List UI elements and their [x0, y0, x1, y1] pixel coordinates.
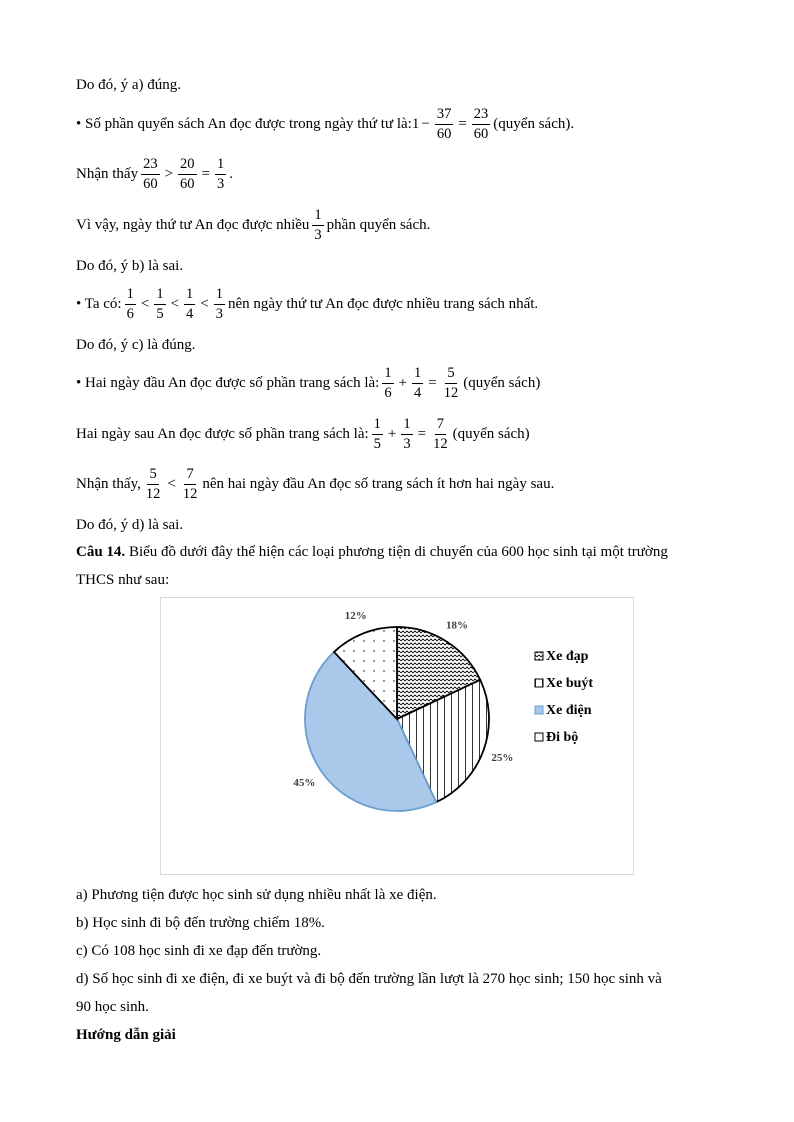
pie-label-di-bo: 12%: [344, 609, 367, 622]
pie-label-xe-dap: 18%: [446, 619, 468, 632]
text-line: [76, 203, 430, 247]
text-line: [76, 361, 540, 405]
fraction: $\frac{5}{12}$: [443, 364, 459, 401]
text-line: [76, 462, 554, 506]
pie-label-xe-buyt: 25%: [491, 751, 514, 764]
text: học sinh; 150 học sinh và: [505, 971, 662, 987]
fraction: $\frac{5}{12}$: [145, 465, 161, 502]
fraction: $\frac{20}{60}$: [180, 155, 195, 192]
fraction: $\frac{7}{12}$: [182, 465, 198, 502]
option-b: b) Học sinh đi bộ đến trường chiếm 18%.: [76, 915, 325, 931]
text: .: [229, 166, 234, 182]
fraction: $\frac{1}{3}$: [314, 206, 322, 243]
fraction: $\frac{1}{4}$: [186, 285, 194, 322]
fraction: $\frac{1}{4}$: [414, 364, 422, 401]
fraction: $\frac{1}{6}$: [384, 364, 392, 401]
legend-label-xe-dien: Xe điện: [546, 703, 592, 718]
fraction: $\frac{23}{60}$: [143, 155, 158, 192]
text: (quyển sách).: [493, 116, 575, 132]
fraction: $\frac{1}{5}$: [373, 415, 381, 452]
fraction: $\frac{1}{6}$: [126, 285, 134, 322]
operator: <: [167, 476, 176, 492]
operator: −: [421, 116, 430, 132]
legend-label-di-bo: Đi bộ: [546, 730, 579, 745]
text-line: THCS như sau:: [76, 572, 170, 588]
text-line: Do đó, ý c) là đúng.: [76, 337, 196, 353]
text-line: [76, 102, 574, 146]
text: (quyển sách): [463, 375, 541, 391]
text: d) Số học sinh đi xe điện, đi xe buýt và đi bộ đến trường lần lượt là: [76, 971, 483, 987]
text: Hai ngày sau An đọc được số phần trang sách là:: [76, 426, 369, 442]
fraction: $\frac{7}{12}$: [433, 415, 448, 452]
operator: >: [164, 166, 174, 182]
option-a: a) Phương tiện được học sinh sử dụng nhiều nhất là xe điện.: [76, 887, 437, 903]
text: Biểu đồ dưới đây thể hiện các loại phương tiện di chuyển của: [125, 544, 502, 560]
operator: +: [387, 426, 397, 442]
text-line: Do đó, ý b) là sai.: [76, 258, 184, 274]
text: học sinh tại một trường: [523, 544, 668, 560]
operator: =: [417, 426, 427, 442]
text-line: [76, 282, 538, 326]
text: nên hai ngày đầu An đọc số trang sách ít hơn hai ngày sau.: [202, 476, 555, 492]
pie-chart: [161, 598, 633, 874]
fraction: $\frac{1}{3}$: [215, 285, 223, 322]
pie-chart-frame: [160, 597, 634, 875]
legend-label-xe-dap: Xe đạp: [546, 649, 589, 664]
number: 600: [501, 544, 524, 560]
text: • Hai ngày đầu An đọc được số phần trang sách là:: [76, 375, 380, 391]
option-d-continued: [76, 997, 149, 1017]
number: 270: [482, 971, 506, 987]
question-heading: [76, 542, 668, 562]
text-line: Do đó, ý a) đúng.: [76, 77, 181, 93]
legend-label-xe-buyt: Xe buýt: [546, 676, 594, 691]
question-label: Câu 14.: [76, 544, 126, 560]
operator: <: [140, 296, 150, 312]
text: học sinh.: [91, 999, 149, 1015]
solution-heading: Hướng dẫn giải: [76, 1027, 176, 1043]
text: nên ngày thứ tư An đọc được nhiều trang sách nhất.: [228, 296, 539, 312]
operator: +: [398, 375, 408, 391]
text: Vì vậy, ngày thứ tư An đọc được nhiều: [76, 217, 310, 233]
text: Nhận thấy: [76, 166, 139, 182]
operator: =: [201, 166, 211, 182]
legend-swatch-xe-dien: [535, 706, 543, 714]
text: • Ta có:: [76, 296, 122, 312]
text: phần quyển sách.: [326, 217, 431, 233]
pie-label-xe-dien: 45%: [293, 777, 316, 789]
operator: =: [428, 375, 437, 391]
number: 1: [411, 116, 420, 132]
legend-swatch-di-bo: [535, 733, 543, 741]
operator: =: [458, 116, 467, 132]
operator: <: [170, 296, 180, 312]
number: 90: [76, 999, 91, 1015]
option-d: [76, 969, 662, 989]
fraction: $\frac{37}{60}$: [436, 105, 452, 142]
text: • Số phần quyển sách An đọc được trong ngày thứ tư là:: [76, 116, 412, 132]
fraction: $\frac{23}{60}$: [473, 105, 489, 142]
text: (quyển sách): [452, 426, 530, 442]
fraction: $\frac{1}{3}$: [403, 415, 411, 452]
operator: <: [200, 296, 209, 312]
option-c: c) Có 108 học sinh đi xe đạp đến trường.: [76, 943, 322, 959]
text-line: [76, 152, 233, 196]
legend-swatch-xe-dap: [535, 652, 543, 660]
text: Nhận thấy,: [76, 476, 141, 492]
fraction: $\frac{1}{5}$: [156, 285, 164, 322]
text-line: Do đó, ý d) là sai.: [76, 517, 184, 533]
fraction: $\frac{1}{3}$: [217, 155, 225, 192]
legend-swatch-xe-buyt: [535, 679, 543, 687]
text-line: [76, 412, 530, 456]
